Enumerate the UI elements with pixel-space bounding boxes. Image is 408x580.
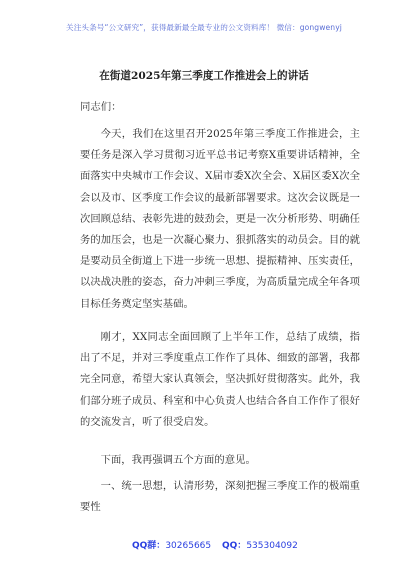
paragraph-transition: 下面，我再强调五个方面的意见。	[100, 454, 256, 466]
paragraph-opening: 今天，我们在这里召开2025年第三季度工作推进会，主要任务是深入学习贯彻习近平总书记考察X重要讲话精神，全面落实中央城市工作会议、X届市委X次全会、X届区委X次全会以及市、区季度工作会议的最新部署要求。这次会议既是一次回顾总结、表彰先进的鼓劲会，更是一次分析形势、明确任务的加压会，也是一次凝心聚力、狠抓落实的动员会。目的就是要动员全街道上下进一步统一思想、提振精神、压实责任，以决战决胜的姿态，奋力冲刺三季度，为高质量完成全年各项目标任务奠定坚实基础。	[80, 128, 360, 310]
footer-contact	[0, 538, 408, 552]
footer-qq-group	[132, 538, 211, 551]
salutation: 同志们：	[80, 101, 122, 113]
document-title: 在街道2025年第三季度工作推进会上的讲话	[99, 70, 309, 82]
footer-qq-label: QQ：	[222, 541, 247, 551]
footer-qq-group-label: QQ群：	[132, 541, 166, 551]
header-promo-note: 关注头条号“公文研究”，获得最新最全最专业的公文资料库！ 微信：gongwenyj	[66, 23, 342, 32]
section-heading-one: 一、统一思想，认清形势，深刻把握三季度工作的极端重要性	[80, 480, 360, 514]
footer-qq-number: 535304092	[246, 541, 298, 551]
footer-qq	[222, 538, 298, 551]
footer-qq-group-number: 30265665	[165, 541, 212, 551]
paragraph-review: 刚才，XX同志全面回顾了上半年工作，总结了成绩，指出了不足，并对三季度重点工作作了具体、细致的部署，我都完全同意，希望大家认真领会，坚决抓好贯彻落实。此外，我们部分班子成员、科室和中心负责人也结合各自工作作了很好的交流发言，听了很受启发。	[80, 331, 360, 428]
